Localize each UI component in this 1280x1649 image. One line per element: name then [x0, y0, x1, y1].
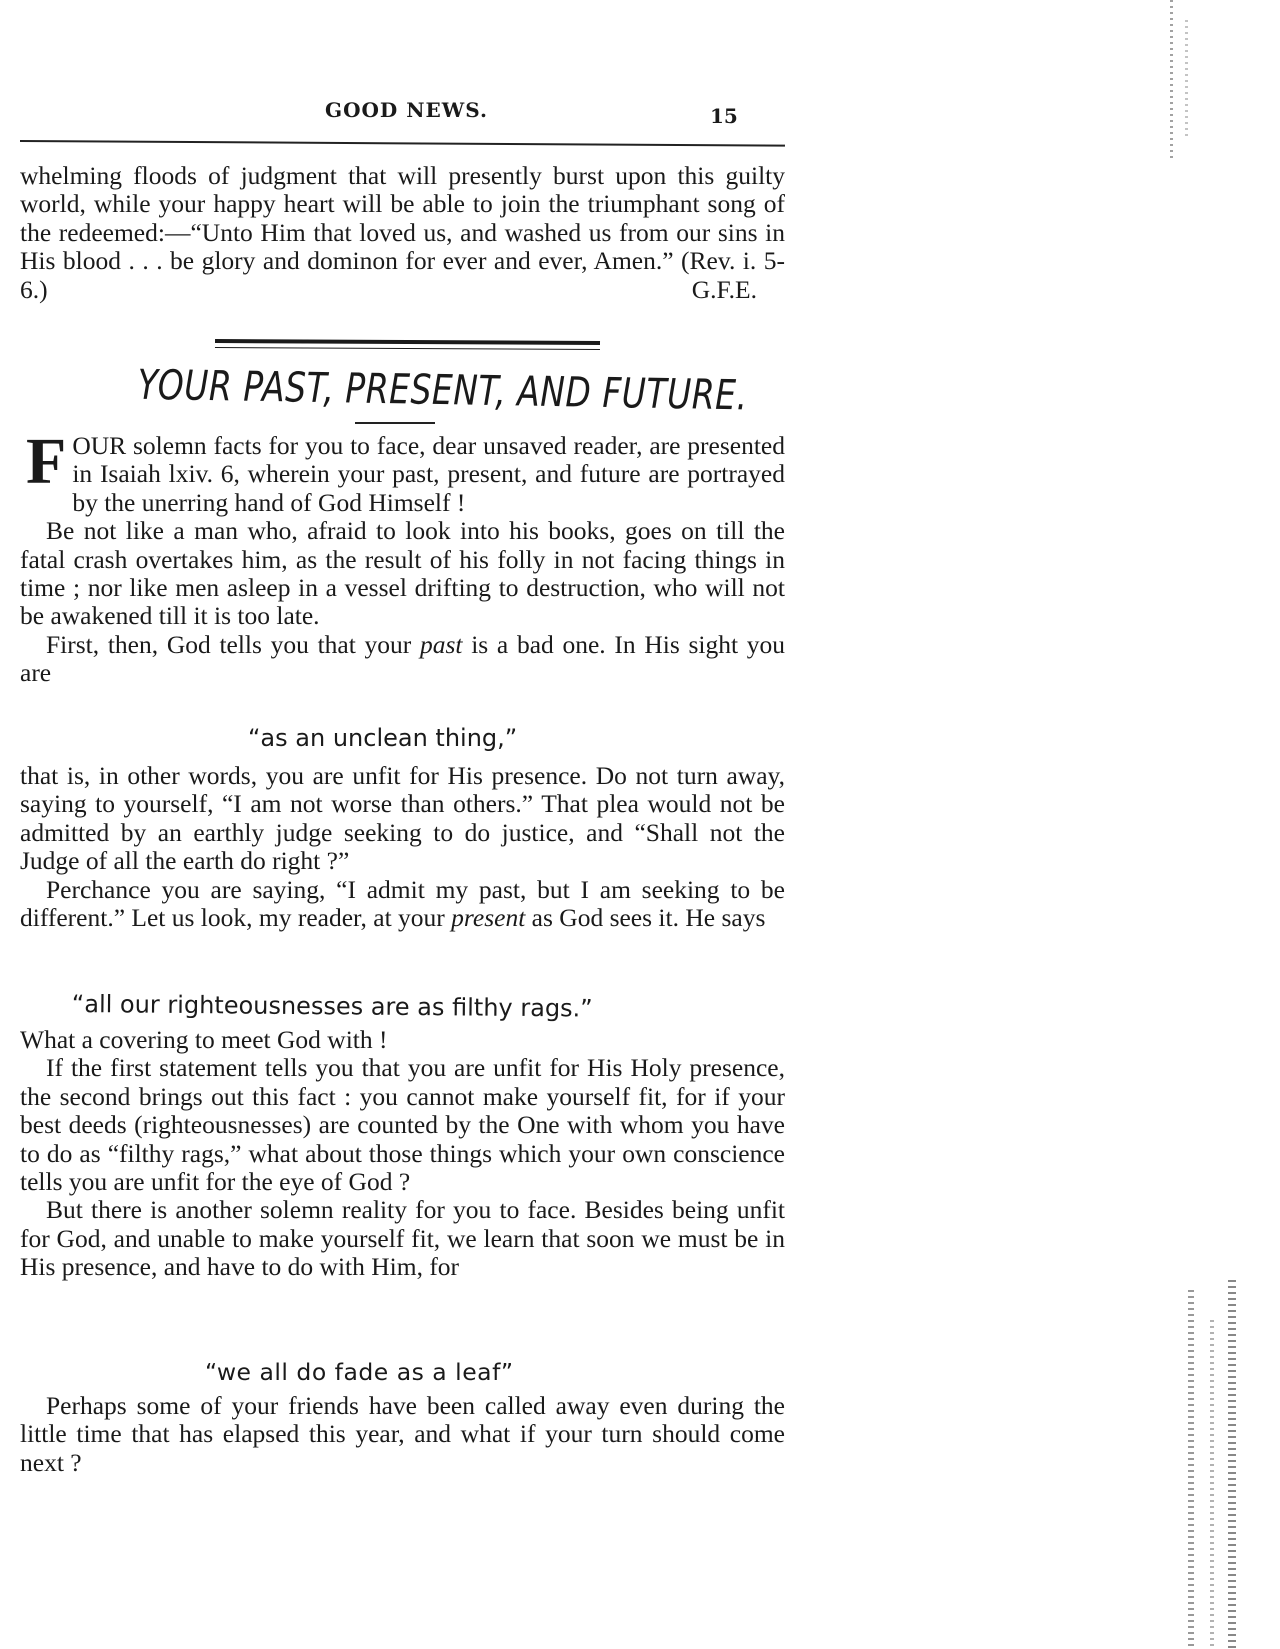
closing-text: whelming floods of judgment that will presently burst upon this guilty world, while your happy heart will be able to join the triumphant song of the redeemed:—“Unto Him that loved us, and washed us from our sins in His blood . . . be glory and dominon for ever and ever, Amen.” (Rev. i. 5-6.) [20, 161, 785, 304]
body-paragraph [20, 631, 785, 688]
body-paragraph [20, 876, 785, 933]
body-paragraph: If the first statement tells you that you are unfit for His Holy presence, the second brings out this fact : you cannot make yourself fit, for if your best deeds (righteousnesses) are counted by the One with whom you have to do as “filthy rags,” what about those things which your own conscience tells you are unfit for the eye of God ? [20, 1053, 785, 1197]
body-paragraph: Be not like a man who, afraid to look into his books, goes on till the fatal crash overtakes him, as the result of his folly in not facing things in time ; nor like men asleep in a vessel drifting to destruction, who will not be awakened till it is too late. [20, 516, 785, 631]
running-head [20, 98, 785, 138]
scan-artifact [1210, 1320, 1214, 1649]
body-paragraph: Perhaps some of your friends have been called away even during the little time that has elapsed this year, and what if your turn should come next ? [20, 1391, 785, 1477]
body-paragraph: What a covering to meet God with ! [20, 1025, 388, 1054]
document-page [10, 0, 785, 1649]
article-closing [20, 1392, 785, 1477]
scripture-quote-2: “all our righteousnesses are as filthy rags.” [71, 990, 593, 1023]
article-body [20, 1026, 785, 1282]
section-divider [215, 339, 600, 350]
body-paragraph [20, 162, 785, 304]
article-opening [20, 425, 785, 688]
closing-paragraph [20, 162, 785, 304]
body-paragraph: But there is another solemn reality for you to face. Besides being unfit for God, and unable to make yourself fit, we learn that soon we must be in His presence, and have to do with Him, for [20, 1195, 785, 1282]
intro-text: OUR solemn facts for you to face, dear unsaved reader, are presented in Isaiah lxiv. 6, wherein your past, present, and future are portrayed by the unerring hand of God Himself ! [72, 431, 785, 517]
scan-artifact [1188, 1290, 1194, 1649]
paragraph-text: Perchance you are saying, “I admit my past, but I am seeking to be different.” Let us look, my reader, at your [20, 874, 785, 933]
paragraph-text: as God sees it. He says [525, 903, 766, 933]
running-title: GOOD NEWS. [325, 98, 488, 122]
paragraph-text: is a bad one. In His sight you are [20, 629, 785, 688]
signature: G.F.E. [691, 274, 757, 304]
intro-paragraph [20, 425, 785, 517]
drop-cap: F [26, 425, 67, 498]
emphasis-past: past [420, 629, 463, 659]
article-title: YOUR PAST, PRESENT, AND FUTURE. [137, 360, 748, 420]
header-rule [20, 140, 785, 147]
scan-artifact [1170, 0, 1173, 160]
title-underline [355, 422, 435, 424]
scripture-quote-3: “we all do fade as a leaf” [205, 1358, 514, 1386]
emphasis-present: present [451, 903, 526, 933]
paragraph-text: First, then, God tells you that your [46, 629, 420, 659]
scripture-quote-1: “as an unclean thing,” [248, 724, 518, 752]
article-middle [20, 762, 785, 932]
scan-artifact [1185, 20, 1188, 140]
page-number: 15 [710, 104, 738, 128]
scan-artifact [1228, 1280, 1236, 1649]
body-paragraph: that is, in other words, you are unfit for His presence. Do not turn away, saying to yourself, “I am not worse than others.” That plea would not be admitted by an earthly judge seeking to do justice, and “Shall not the Judge of all the earth do right ?” [20, 761, 785, 876]
